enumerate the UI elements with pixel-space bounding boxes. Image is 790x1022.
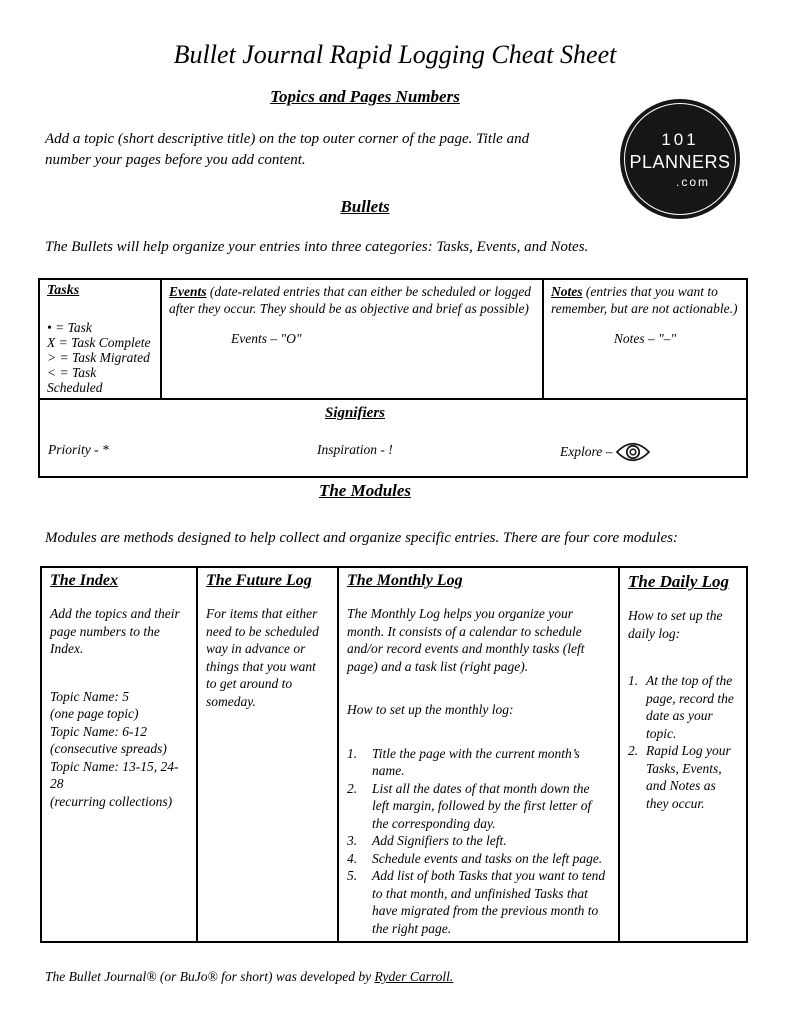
task-legend-item: • = Task bbox=[47, 320, 92, 335]
logo-text-101: 101 bbox=[661, 129, 699, 149]
index-column bbox=[41, 567, 197, 942]
signifier-explore: Explore – bbox=[560, 442, 651, 462]
index-example-line: Topic Name: 13-15, 24-28 bbox=[50, 758, 179, 791]
eye-icon bbox=[615, 442, 651, 462]
notes-symbol: Notes – "–" bbox=[613, 331, 677, 346]
daily-log-step: 1. At the top of the page, record the date as your topic. bbox=[628, 673, 734, 741]
footer-note bbox=[45, 969, 790, 985]
daily-log-step: 2. Rapid Log your Tasks, Events, and Notes as they occur. bbox=[628, 743, 731, 811]
daily-log-heading: The Daily Log bbox=[628, 572, 730, 591]
monthly-log-subheading: How to set up the monthly log: bbox=[347, 702, 514, 717]
future-log-heading: The Future Log bbox=[206, 572, 312, 589]
monthly-log-heading: The Monthly Log bbox=[347, 572, 463, 589]
index-example-line: Topic Name: 5 bbox=[50, 688, 130, 704]
logo-text-planners: PLANNERS bbox=[629, 151, 731, 172]
bullets-table bbox=[38, 278, 748, 478]
signifiers-cell bbox=[39, 399, 747, 477]
topics-body-text: Add a topic (short descriptive title) on the top outer corner of the page. Title and number your pages before you add content. bbox=[45, 131, 530, 168]
signifier-priority: Priority - * bbox=[48, 442, 109, 457]
notes-cell bbox=[543, 279, 747, 399]
index-heading: The Index bbox=[50, 572, 118, 589]
notes-heading: Notes bbox=[551, 284, 583, 299]
daily-log-steps bbox=[628, 672, 738, 812]
task-legend-item: > = Task Migrated bbox=[47, 350, 150, 365]
monthly-log-step: 3. Add Signifiers to the left. bbox=[347, 833, 507, 848]
events-symbol: Events – "O" bbox=[231, 331, 302, 346]
topics-section-heading: Topics and Pages Numbers bbox=[270, 87, 460, 106]
monthly-log-body: The Monthly Log helps you organize your month. It consists of a calendar to schedule and/or record events and monthly tasks (left page) and a task list (right page). bbox=[347, 606, 585, 674]
daily-log-column bbox=[619, 567, 747, 942]
task-legend-item: < = Task Scheduled bbox=[47, 365, 103, 395]
modules-table bbox=[40, 566, 748, 943]
notes-description: Notes (entries that you want to remember, but are not actionable.) bbox=[551, 284, 738, 316]
bullets-intro-text: The Bullets will help organize your entries into three categories: Tasks, Events, and Notes. bbox=[45, 239, 589, 255]
signifiers-items bbox=[40, 442, 746, 464]
index-examples bbox=[50, 688, 188, 811]
future-log-column bbox=[197, 567, 338, 942]
task-legend-item: X = Task Complete bbox=[47, 335, 151, 350]
index-example-line: Topic Name: 6-12 bbox=[50, 723, 147, 739]
ryder-carroll-link[interactable]: Ryder Carroll. bbox=[374, 969, 454, 984]
footer-text: The Bullet Journal® (or BuJo® for short) was developed by bbox=[45, 969, 375, 984]
monthly-log-step: 4. Schedule events and tasks on the left page. bbox=[347, 850, 603, 866]
events-cell bbox=[161, 279, 543, 399]
events-description: Events (date-related entries that can either be scheduled or logged after they occur. They should be as objective and brief as possible) bbox=[169, 284, 532, 316]
index-body: Add the topics and their page numbers to the Index. bbox=[50, 606, 180, 656]
tasks-legend bbox=[47, 320, 153, 395]
signifier-inspiration: Inspiration - ! bbox=[317, 442, 393, 457]
index-example-line: (consecutive spreads) bbox=[50, 741, 167, 756]
monthly-log-step: 5. Add list of both Tasks that you want to tend to that month, and unfinished Tasks that have migrated from the previous month to the right page. bbox=[347, 868, 606, 936]
signifiers-heading: Signifiers bbox=[324, 405, 385, 421]
logo-text-com: .com bbox=[675, 174, 710, 189]
monthly-log-column bbox=[338, 567, 619, 942]
monthly-log-step: 1. Title the page with the current month’s name. bbox=[347, 745, 580, 778]
tasks-cell bbox=[39, 279, 161, 399]
modules-intro-text: Modules are methods designed to help collect and organize specific entries. There are four core modules: bbox=[45, 530, 678, 546]
future-log-body: For items that either need to be scheduled way in advance or things that you want to get around to someday. bbox=[206, 606, 319, 709]
monthly-log-step: 2. List all the dates of that month down the left margin, followed by the first letter of the corresponding day. bbox=[347, 780, 592, 831]
monthly-log-steps bbox=[347, 745, 610, 938]
modules-section-heading: The Modules bbox=[318, 481, 412, 500]
bullets-section-heading: Bullets bbox=[340, 197, 390, 216]
index-example-line: (one page topic) bbox=[50, 706, 139, 721]
events-heading: Events bbox=[169, 284, 207, 299]
page-title: Bullet Journal Rapid Logging Cheat Sheet bbox=[173, 40, 617, 69]
index-example-line: (recurring collections) bbox=[50, 793, 173, 809]
daily-log-body: How to set up the daily log: bbox=[628, 608, 723, 641]
tasks-heading: Tasks bbox=[47, 283, 80, 298]
